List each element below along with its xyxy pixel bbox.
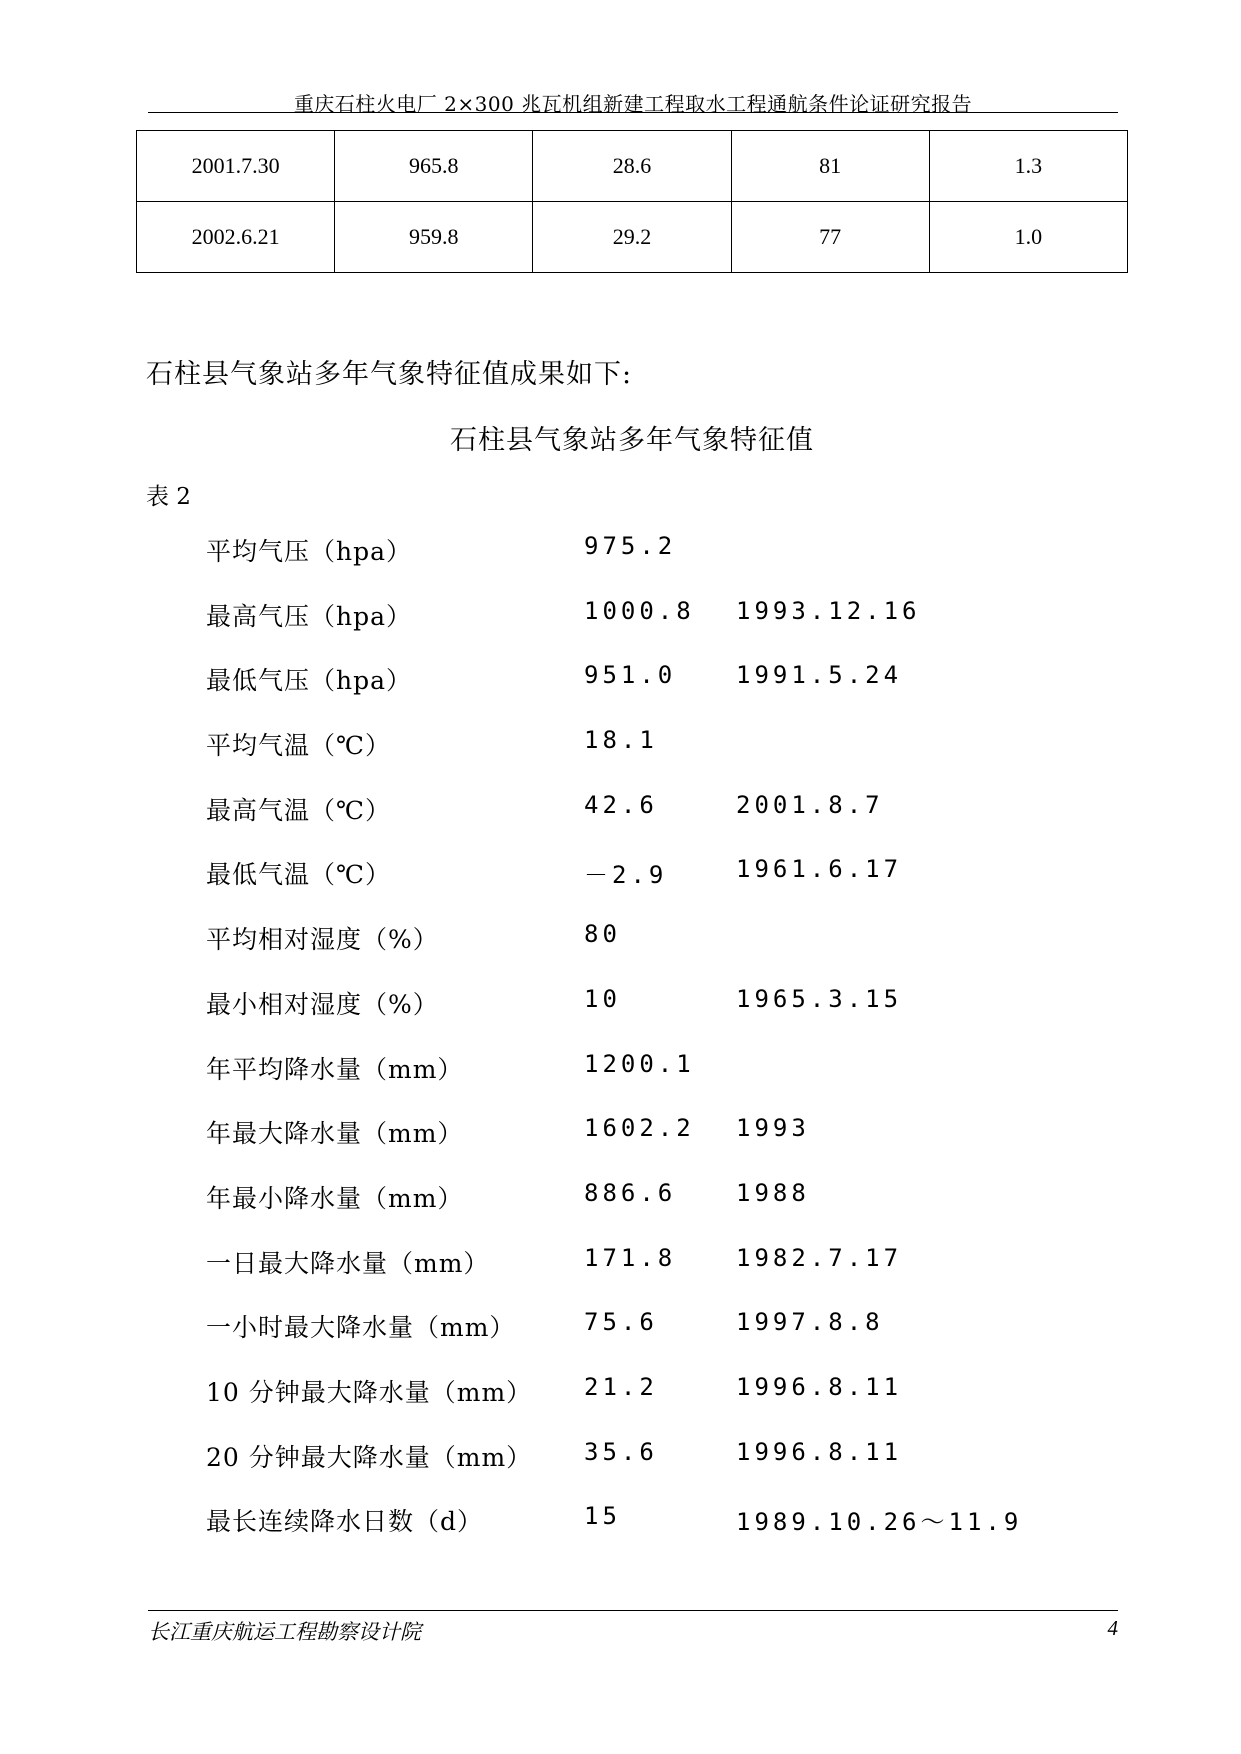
stat-date: 1989.10.26～11.9 [736,1508,1023,1537]
table-cell: 2002.6.21 [137,202,335,273]
stat-value: 951.0 [584,661,677,690]
stat-label: 年平均降水量（mm） [206,1054,464,1084]
stat-value: 42.6 [584,790,658,819]
stat-label: 最小相对湿度（%） [206,989,439,1019]
stat-label: 最长连续降水日数（d） [206,1507,484,1537]
stat-date: 1988 [736,1178,810,1207]
stat-label: 最低气温（℃） [206,860,391,890]
table-cell: 28.6 [533,131,731,202]
stat-row [206,1114,1106,1179]
stat-date: 1996.8.11 [736,1372,903,1401]
stat-date: 1993.12.16 [736,596,921,625]
stat-label: 年最大降水量（mm） [206,1119,464,1149]
stat-value: －2.9 [584,861,668,890]
table-label: 表 2 [146,484,191,510]
table-cell: 2001.7.30 [137,131,335,202]
stat-value: 80 [584,920,621,949]
stat-value: 18.1 [584,726,658,755]
stat-row [206,920,1106,985]
stat-row [206,1373,1106,1438]
stat-row [206,1179,1106,1244]
stat-date: 2001.8.7 [736,790,884,819]
stat-row [206,726,1106,791]
table-cell: 77 [731,202,929,273]
stat-label: 平均气压（hpa） [206,537,413,566]
page-number: 4 [1107,1616,1118,1640]
stat-row [206,1050,1106,1115]
stat-value: 1000.8 [584,596,695,625]
stat-label: 最高气温（℃） [206,795,391,825]
stat-row [206,1502,1106,1567]
stat-label: 一日最大降水量（mm） [206,1248,490,1278]
stat-label: 最高气压（hpa） [206,601,413,631]
stat-value: 10 [584,984,621,1013]
data-table [136,130,1128,273]
stat-date: 1993 [736,1114,810,1143]
stat-row [206,661,1106,726]
intro-paragraph: 石柱县气象站多年气象特征值成果如下: [146,359,633,390]
stat-label: 20 分钟最大降水量（mm） [206,1442,533,1472]
stat-label: 平均相对湿度（%） [206,925,439,955]
stat-value: 21.2 [584,1372,658,1401]
stat-label: 平均气温（℃） [206,731,391,761]
stat-row [206,597,1106,662]
stat-value: 886.6 [584,1178,677,1207]
table-title: 石柱县气象站多年气象特征值 [450,425,814,456]
stat-value: 15 [584,1502,621,1531]
stat-row [206,532,1106,597]
stat-row [206,855,1106,920]
stat-value: 171.8 [584,1243,677,1272]
stat-label: 一小时最大降水量（mm） [206,1313,516,1343]
table-row [137,202,1128,273]
stat-value: 35.6 [584,1437,658,1466]
stat-date: 1982.7.17 [736,1243,903,1272]
stat-value: 975.2 [584,532,677,560]
page-header-title: 重庆石柱火电厂 2×300 兆瓦机组新建工程取水工程通航条件论证研究报告 [293,92,973,116]
table-cell: 1.3 [929,131,1127,202]
footer-organization: 长江重庆航运工程勘察设计院 [148,1620,421,1644]
stat-row [206,1308,1106,1373]
header-rule [148,112,1118,113]
stat-date: 1991.5.24 [736,661,903,690]
stat-row [206,1244,1106,1309]
stat-date: 1997.8.8 [736,1308,884,1337]
table-cell: 965.8 [335,131,533,202]
stat-date: 1961.6.17 [736,855,903,884]
table-cell: 1.0 [929,202,1127,273]
stat-row [206,791,1106,856]
table-row [137,131,1128,202]
stat-row [206,985,1106,1050]
table-cell: 29.2 [533,202,731,273]
stat-date: 1996.8.11 [736,1437,903,1466]
stat-label: 10 分钟最大降水量（mm） [206,1377,533,1407]
stat-value: 1200.1 [584,1049,695,1078]
stat-value: 75.6 [584,1308,658,1337]
table-cell: 81 [731,131,929,202]
stats-list [206,532,1106,1567]
stat-label: 最低气压（hpa） [206,666,413,696]
stat-value: 1602.2 [584,1114,695,1143]
stat-row [206,1438,1106,1503]
stat-label: 年最小降水量（mm） [206,1183,464,1213]
stat-date: 1965.3.15 [736,984,903,1013]
footer-rule [148,1610,1118,1611]
table-cell: 959.8 [335,202,533,273]
